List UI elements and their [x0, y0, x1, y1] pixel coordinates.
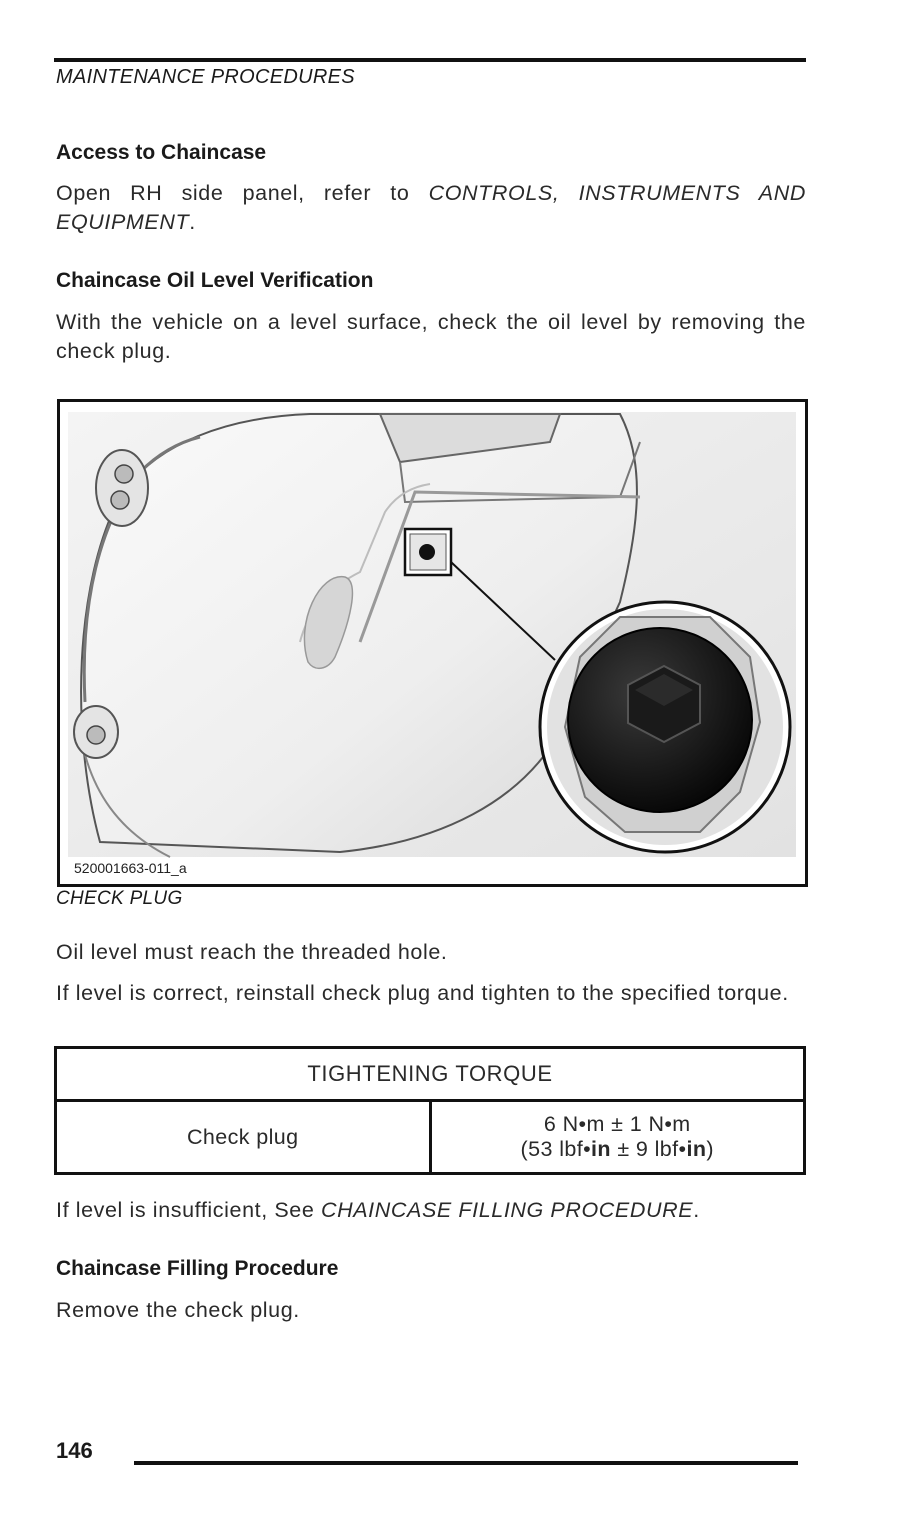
table-row [56, 1101, 805, 1174]
torque-item-cell: Check plug [56, 1101, 431, 1174]
filling-paragraph: Remove the check plug. [56, 1298, 300, 1322]
access-paragraph: Open RH side panel, refer to CONTROLS, INSTRUMENTS AND EQUIPMENT. [56, 181, 807, 234]
filling-reference: CHAINCASE FILLING PROCEDURE [320, 1198, 694, 1222]
torque-value-cell: 6 N•m ± 1 N•m (53 lbf•in ± 9 lbf•in) [430, 1101, 805, 1174]
figure-caption: CHECK PLUG [56, 888, 183, 909]
verification-heading: Chaincase Oil Level Verification [56, 269, 374, 292]
insufficient-paragraph: If level is insufficient, See CHAINCASE FILLING PROCEDURE. [56, 1198, 700, 1222]
oil-level-paragraph: Oil level must reach the threaded hole. [56, 940, 448, 964]
access-heading: Access to Chaincase [56, 141, 267, 164]
verification-paragraph: With the vehicle on a level surface, check the oil level by removing the check plug. [56, 310, 806, 363]
footer-rule [134, 1461, 798, 1465]
reinstall-paragraph: If level is correct, reinstall check plug and tighten to the specified torque. [56, 981, 789, 1005]
check-plug-figure [57, 399, 808, 887]
chaincase-illustration [60, 402, 805, 884]
header-rule [54, 58, 806, 62]
page-number: 146 [56, 1438, 93, 1463]
table-row [56, 1048, 805, 1101]
torque-table [54, 1046, 806, 1175]
torque-table-header: TIGHTENING TORQUE [56, 1048, 805, 1101]
section-header: MAINTENANCE PROCEDURES [56, 66, 355, 88]
filling-heading: Chaincase Filling Procedure [56, 1257, 339, 1280]
figure-id: 520001663-011_a [74, 860, 187, 876]
access-reference: CONTROLS, INSTRUMENTS AND EQUIPMENT [56, 181, 807, 234]
